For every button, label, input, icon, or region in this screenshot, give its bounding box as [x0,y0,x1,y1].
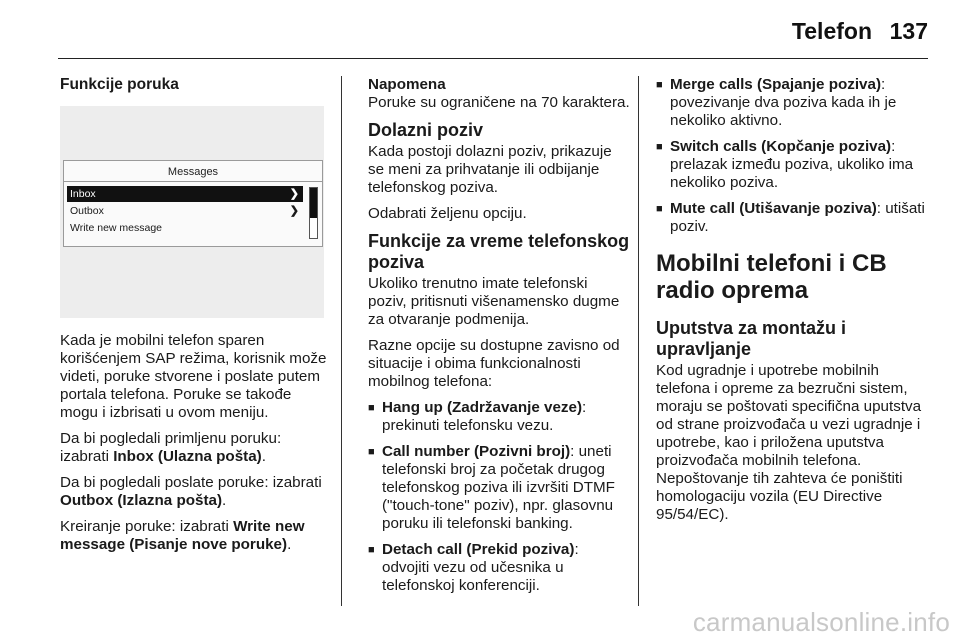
text: Da bi pogledali primljenu poruku: izabrati [60,430,282,465]
list-item-body [382,443,630,533]
list-item-body [670,138,926,192]
page-header [0,0,960,62]
page-number: 137 [889,18,928,44]
list-item [368,399,630,435]
paragraph: Kada postoji dolazni poziv, prikazuje se meni za prihvatanje ili odbijanje telefonskog poziva. [368,143,612,196]
list-item-body [670,76,926,130]
column-divider-2 [638,76,639,606]
note-text: Poruke su ograničene na 70 karaktera. [368,94,630,111]
list-item [656,138,926,192]
bullet-icon: ■ [368,446,375,458]
scrollbar-thumb [310,188,317,218]
bullet-icon: ■ [656,203,663,215]
list-item-body [382,541,630,595]
messages-screen-image [60,106,324,318]
column-divider-1 [341,76,342,606]
text: : prekinuti telefonsku vezu. [382,399,587,434]
list-item [368,443,630,533]
menu-item-label: Inbox [70,188,96,200]
list-item [656,76,926,130]
text: : uneti telefonski broj za početak drugog telefonskog poziva ili izvršiti DTMF ("touch-tone" poziv), npr. glasovnu poruku ili telefonski banking. [382,443,615,532]
paragraph: Odabrati željenu opciju. [368,205,527,222]
list-item [368,541,630,595]
list-item-body [670,200,926,236]
bullet-icon: ■ [368,544,375,556]
bold-term: Hang up (Zadržavanje veze) [382,399,583,416]
menu-item-write-new-message [67,220,303,236]
list-item-body [382,399,630,435]
messages-display [63,160,323,247]
watermark: carmanualsonline.info [692,607,950,637]
text: : povezivanje dva poziva kada ih je nekoliko aktivno. [670,76,897,129]
section-heading: Uputstva za montažu i upravljanje [656,318,847,359]
paragraph: Kod ugradnje i upotrebe mobilnih telefona i opreme za bezručni sistem, moraju se poštovati specifična uputstva od strane proizvođača u vezi ugradnje i upotrebe, kao i priložena uputstva proizvođača mobilnih telefona. Nepoštovanje tih zahteva će poništiti homologaciju vozila (EU Directive 95/54/EC). [656,362,922,523]
period: . [261,448,266,465]
text: : odvojiti vezu od učesnika u telefonskoj konferenciji. [382,541,579,594]
menu-item-inbox [67,186,303,202]
column-3 [656,76,926,532]
bold-term: Inbox (Ulazna pošta) [113,448,262,465]
list-item [656,200,926,236]
bullet-icon: ■ [656,141,663,153]
paragraph [60,474,330,510]
period: . [287,536,292,553]
column-2 [368,76,630,603]
paragraph [60,518,330,554]
period: . [222,492,227,509]
paragraph: Kada je mobilni telefon sparen korišćenjem SAP režima, korisnik može videti, poruke stvorene i poslate putem portala telefona. Poruke se takođe mogu i izbrisati u ovom meniju. [60,332,327,421]
menu-item-outbox [67,203,303,219]
page-title: Telefon [791,18,872,44]
paragraph: Ukoliko trenutno imate telefonski poziv, pritisnuti višenamensko dugme za otvaranje podmenija. [368,275,620,328]
screen-title: Messages [167,166,219,178]
text: : utišati poziv. [670,200,925,235]
chapter-heading: Mobilni telefoni i CB radio oprema [656,250,887,304]
paragraph [60,430,330,466]
note-heading: Napomena [368,76,446,93]
bold-term: Switch calls (Kopčanje poziva) [670,138,892,155]
scrollbar [309,187,318,239]
section-heading: Funkcije poruka [60,76,179,93]
header-rule [58,58,928,59]
bold-term: Outbox (Izlazna pošta) [60,492,223,509]
text: Kreiranje poruke: izabrati [60,518,234,535]
menu-item-label: Write new message [70,222,163,234]
column-1 [60,76,330,562]
bold-term: Write new message (Pisanje nove poruke) [60,518,305,553]
paragraph: Razne opcije su dostupne zavisno od situacije i obima funkcionalnosti mobilnog telefona: [368,337,620,390]
text: Da bi pogledali poslate poruke: izabrati [60,474,322,491]
chevron-right-icon: ❯ [289,205,299,217]
screen-divider [64,181,322,182]
chevron-right-icon: ❯ [289,188,299,200]
section-heading: Dolazni poziv [368,120,484,140]
bullet-icon: ■ [368,402,375,414]
bold-term: Detach call (Prekid poziva) [382,541,575,558]
bold-term: Mute call (Utišavanje poziva) [670,200,877,217]
bold-term: Call number (Pozivni broj) [382,443,571,460]
menu-item-label: Outbox [70,205,104,217]
bullet-icon: ■ [656,79,663,91]
text: : prelazak između poziva, ukoliko ima nekoliko poziva. [670,138,914,191]
bold-term: Merge calls (Spajanje poziva) [670,76,882,93]
section-heading: Funkcije za vreme telefonskog poziva [368,231,630,272]
